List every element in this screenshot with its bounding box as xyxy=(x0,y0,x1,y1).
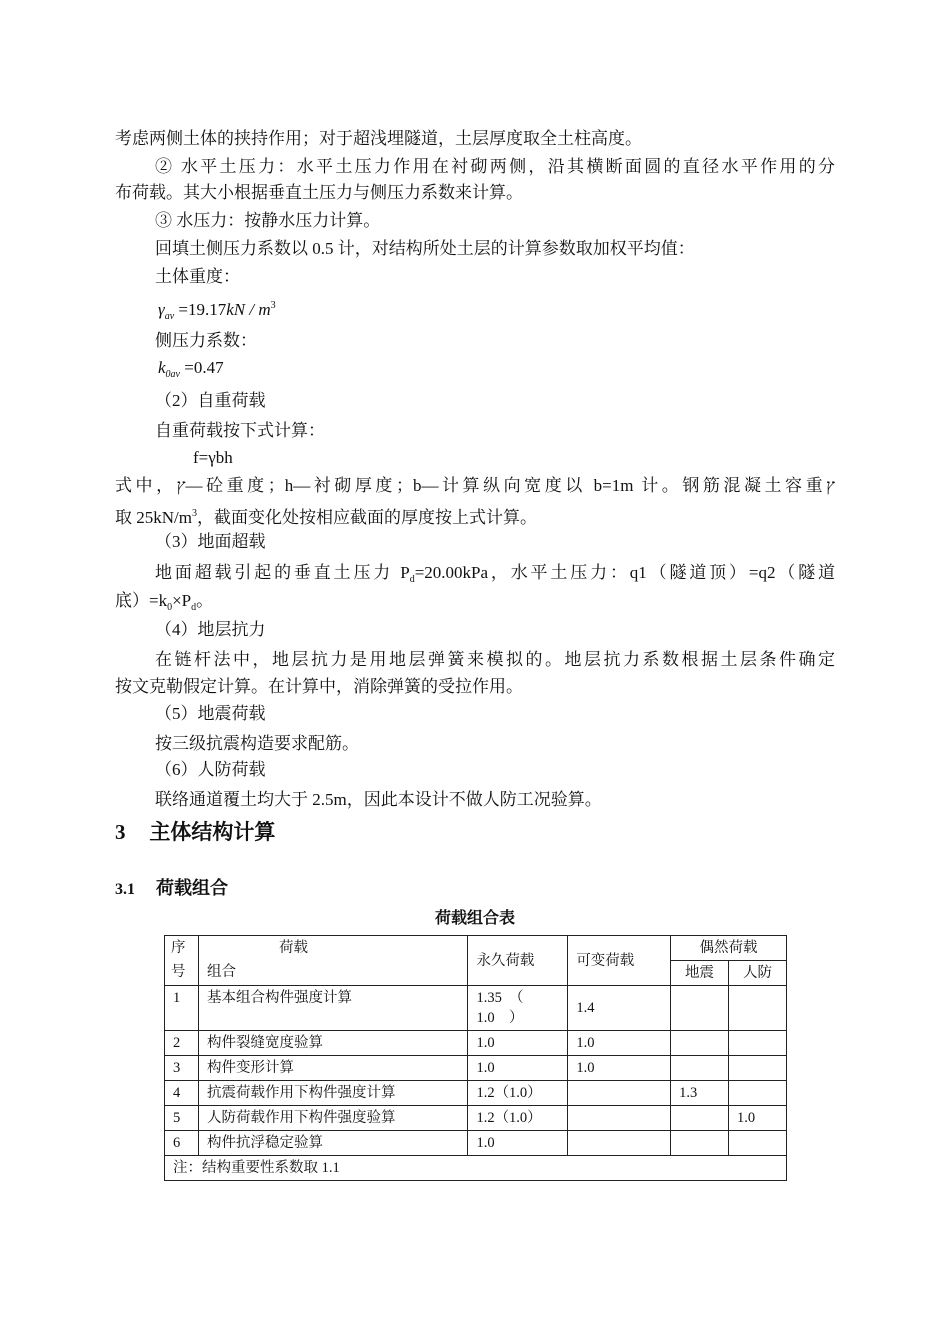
table-note-row xyxy=(165,1156,787,1181)
table-row xyxy=(165,1106,787,1131)
text-span: ，截面变化处按相应截面的厚度按上式计算。 xyxy=(196,508,537,527)
gamma-subscript: av xyxy=(164,311,175,322)
paragraph-line: 布荷载。其大小根据垂直土压力与侧压力系数来计算。 xyxy=(115,183,523,202)
header-load-combo xyxy=(198,936,467,986)
header-civil-defense: 人防 xyxy=(729,961,787,986)
cell-civil-defense xyxy=(729,986,787,1031)
formula-self-weight: f=γbh xyxy=(193,448,233,467)
header-variable: 可变荷载 xyxy=(568,936,671,986)
table-row xyxy=(165,1031,787,1056)
cell-variable: 1.0 xyxy=(568,1031,671,1056)
cell-earthquake: 1.3 xyxy=(671,1081,729,1106)
subheading: （5）地震荷载 xyxy=(155,704,266,723)
table-row xyxy=(165,1081,787,1106)
cell-civil-defense xyxy=(729,1081,787,1106)
table-note: 注：结构重要性系数取 1.1 xyxy=(165,1156,787,1181)
cell-variable xyxy=(568,1081,671,1106)
text-span: =20.00kPa，水平土压力：q1（隧道顶）=q2（隧道 xyxy=(414,563,835,582)
subsection-title: 荷载组合 xyxy=(156,878,229,898)
table-row xyxy=(165,1131,787,1156)
header-text: 号 xyxy=(171,964,186,980)
header-text: 荷载 xyxy=(278,940,308,956)
subscript: d xyxy=(409,574,415,585)
subscript: d xyxy=(191,602,197,613)
cell-seq: 5 xyxy=(165,1106,199,1131)
cell-seq: 4 xyxy=(165,1081,199,1106)
header-accidental: 偶然荷载 xyxy=(671,936,787,961)
cell-variable xyxy=(568,1106,671,1131)
paragraph-line: 考虑两侧土体的挟持作用；对于超浅埋隧道，土层厚度取全土柱高度。 xyxy=(115,129,642,148)
cell-permanent: 1.2（1.0） xyxy=(468,1106,568,1131)
gamma-exponent: 3 xyxy=(270,300,276,311)
k-symbol: k xyxy=(158,358,166,377)
cell-variable xyxy=(568,1131,671,1156)
cell-variable: 1.0 xyxy=(568,1056,671,1081)
k-subscript: 0av xyxy=(165,369,180,380)
text-span: 。 xyxy=(196,591,214,610)
header-permanent: 永久荷载 xyxy=(468,936,568,986)
formula-lateral-coefficient xyxy=(158,357,224,386)
table-row xyxy=(165,986,787,1031)
text-span: 取 25kN/m xyxy=(115,508,192,527)
superscript: 3 xyxy=(191,508,197,519)
header-seq xyxy=(165,936,199,986)
gamma-unit: kN / m xyxy=(226,300,271,319)
paragraph-line: 侧压力系数： xyxy=(155,331,257,350)
table-row xyxy=(165,1056,787,1081)
subsection-heading xyxy=(115,876,228,902)
cell-civil-defense xyxy=(729,1056,787,1081)
table-header-row xyxy=(165,936,787,961)
paragraph-line: 按三级抗震构造要求配筋。 xyxy=(155,734,359,753)
cell-seq: 6 xyxy=(165,1131,199,1156)
cell-earthquake xyxy=(671,1056,729,1081)
section-heading xyxy=(115,819,275,846)
cell-permanent: 1.35 （ 1.0 ） xyxy=(468,986,568,1031)
cell-name: 构件抗浮稳定验算 xyxy=(198,1131,467,1156)
cell-earthquake xyxy=(671,1031,729,1056)
header-text: 序 xyxy=(171,940,186,956)
cell-civil-defense xyxy=(729,1131,787,1156)
paragraph-line: 式中，ץ—砼重度；h—衬砌厚度；b—计算纵向宽度以 b=1m 计。钢筋混凝土容重ץ xyxy=(115,476,836,495)
formula-unit-weight xyxy=(158,295,276,328)
cell-earthquake xyxy=(671,1131,729,1156)
paragraph-line: ② 水平土压力：水平土压力作用在衬砌两侧，沿其横断面圆的直径水平作用的分 xyxy=(155,157,835,176)
header-text: 组合 xyxy=(206,964,236,980)
table-caption: 荷载组合表 xyxy=(434,910,515,927)
section-title: 主体结构计算 xyxy=(149,821,276,844)
subheading: （4）地层抗力 xyxy=(155,620,266,639)
cell-name: 抗震荷载作用下构件强度计算 xyxy=(198,1081,467,1106)
cell-civil-defense: 1.0 xyxy=(729,1106,787,1131)
cell-earthquake xyxy=(671,1106,729,1131)
paragraph-line: 在链杆法中，地层抗力是用地层弹簧来模拟的。地层抗力系数根据土层条件确定 xyxy=(155,650,835,669)
cell-permanent: 1.2（1.0） xyxy=(468,1081,568,1106)
paragraph-line: 按文克勒假定计算。在计算中，消除弹簧的受拉作用。 xyxy=(115,677,523,696)
subscript: 0 xyxy=(167,602,173,613)
paragraph-line xyxy=(155,562,835,591)
paragraph-line: ③ 水压力：按静水压力计算。 xyxy=(155,211,381,230)
cell-variable: 1.4 xyxy=(568,986,671,1031)
cell-seq: 3 xyxy=(165,1056,199,1081)
subheading: （6）人防荷载 xyxy=(155,760,266,779)
text-span: 地面超载引起的垂直土压力 P xyxy=(155,563,410,582)
subsection-number: 3.1 xyxy=(115,881,135,898)
k-value: =0.47 xyxy=(184,358,224,377)
cell-name: 人防荷载作用下构件强度验算 xyxy=(198,1106,467,1131)
cell-name: 构件裂缝宽度验算 xyxy=(198,1031,467,1056)
paragraph-line: 自重荷载按下式计算： xyxy=(155,421,325,440)
gamma-symbol: γ xyxy=(158,300,165,319)
cell-permanent: 1.0 xyxy=(468,1131,568,1156)
paragraph-line: 回填土侧压力系数以 0.5 计，对结构所处土层的计算参数取加权平均值： xyxy=(155,239,695,258)
cell-seq: 1 xyxy=(165,986,199,1031)
load-combination-table xyxy=(164,935,787,1181)
cell-earthquake xyxy=(671,986,729,1031)
paragraph-line xyxy=(115,590,213,619)
subheading: （2）自重荷载 xyxy=(155,391,266,410)
text-span: 底）=k xyxy=(115,591,168,610)
text-span: ×P xyxy=(172,591,192,610)
cell-civil-defense xyxy=(729,1031,787,1056)
cell-permanent: 1.0 xyxy=(468,1056,568,1081)
cell-name: 构件变形计算 xyxy=(198,1056,467,1081)
gamma-value: =19.17 xyxy=(178,300,227,319)
paragraph-line xyxy=(115,503,537,529)
cell-name: 基本组合构件强度计算 xyxy=(198,986,467,1031)
header-earthquake: 地震 xyxy=(671,961,729,986)
cell-seq: 2 xyxy=(165,1031,199,1056)
section-number: 3 xyxy=(115,820,126,844)
subheading: （3）地面超载 xyxy=(155,532,266,551)
paragraph-line: 土体重度： xyxy=(155,267,240,286)
paragraph-line: 联络通道覆土均大于 2.5m，因此本设计不做人防工况验算。 xyxy=(155,790,602,809)
cell-permanent: 1.0 xyxy=(468,1031,568,1056)
